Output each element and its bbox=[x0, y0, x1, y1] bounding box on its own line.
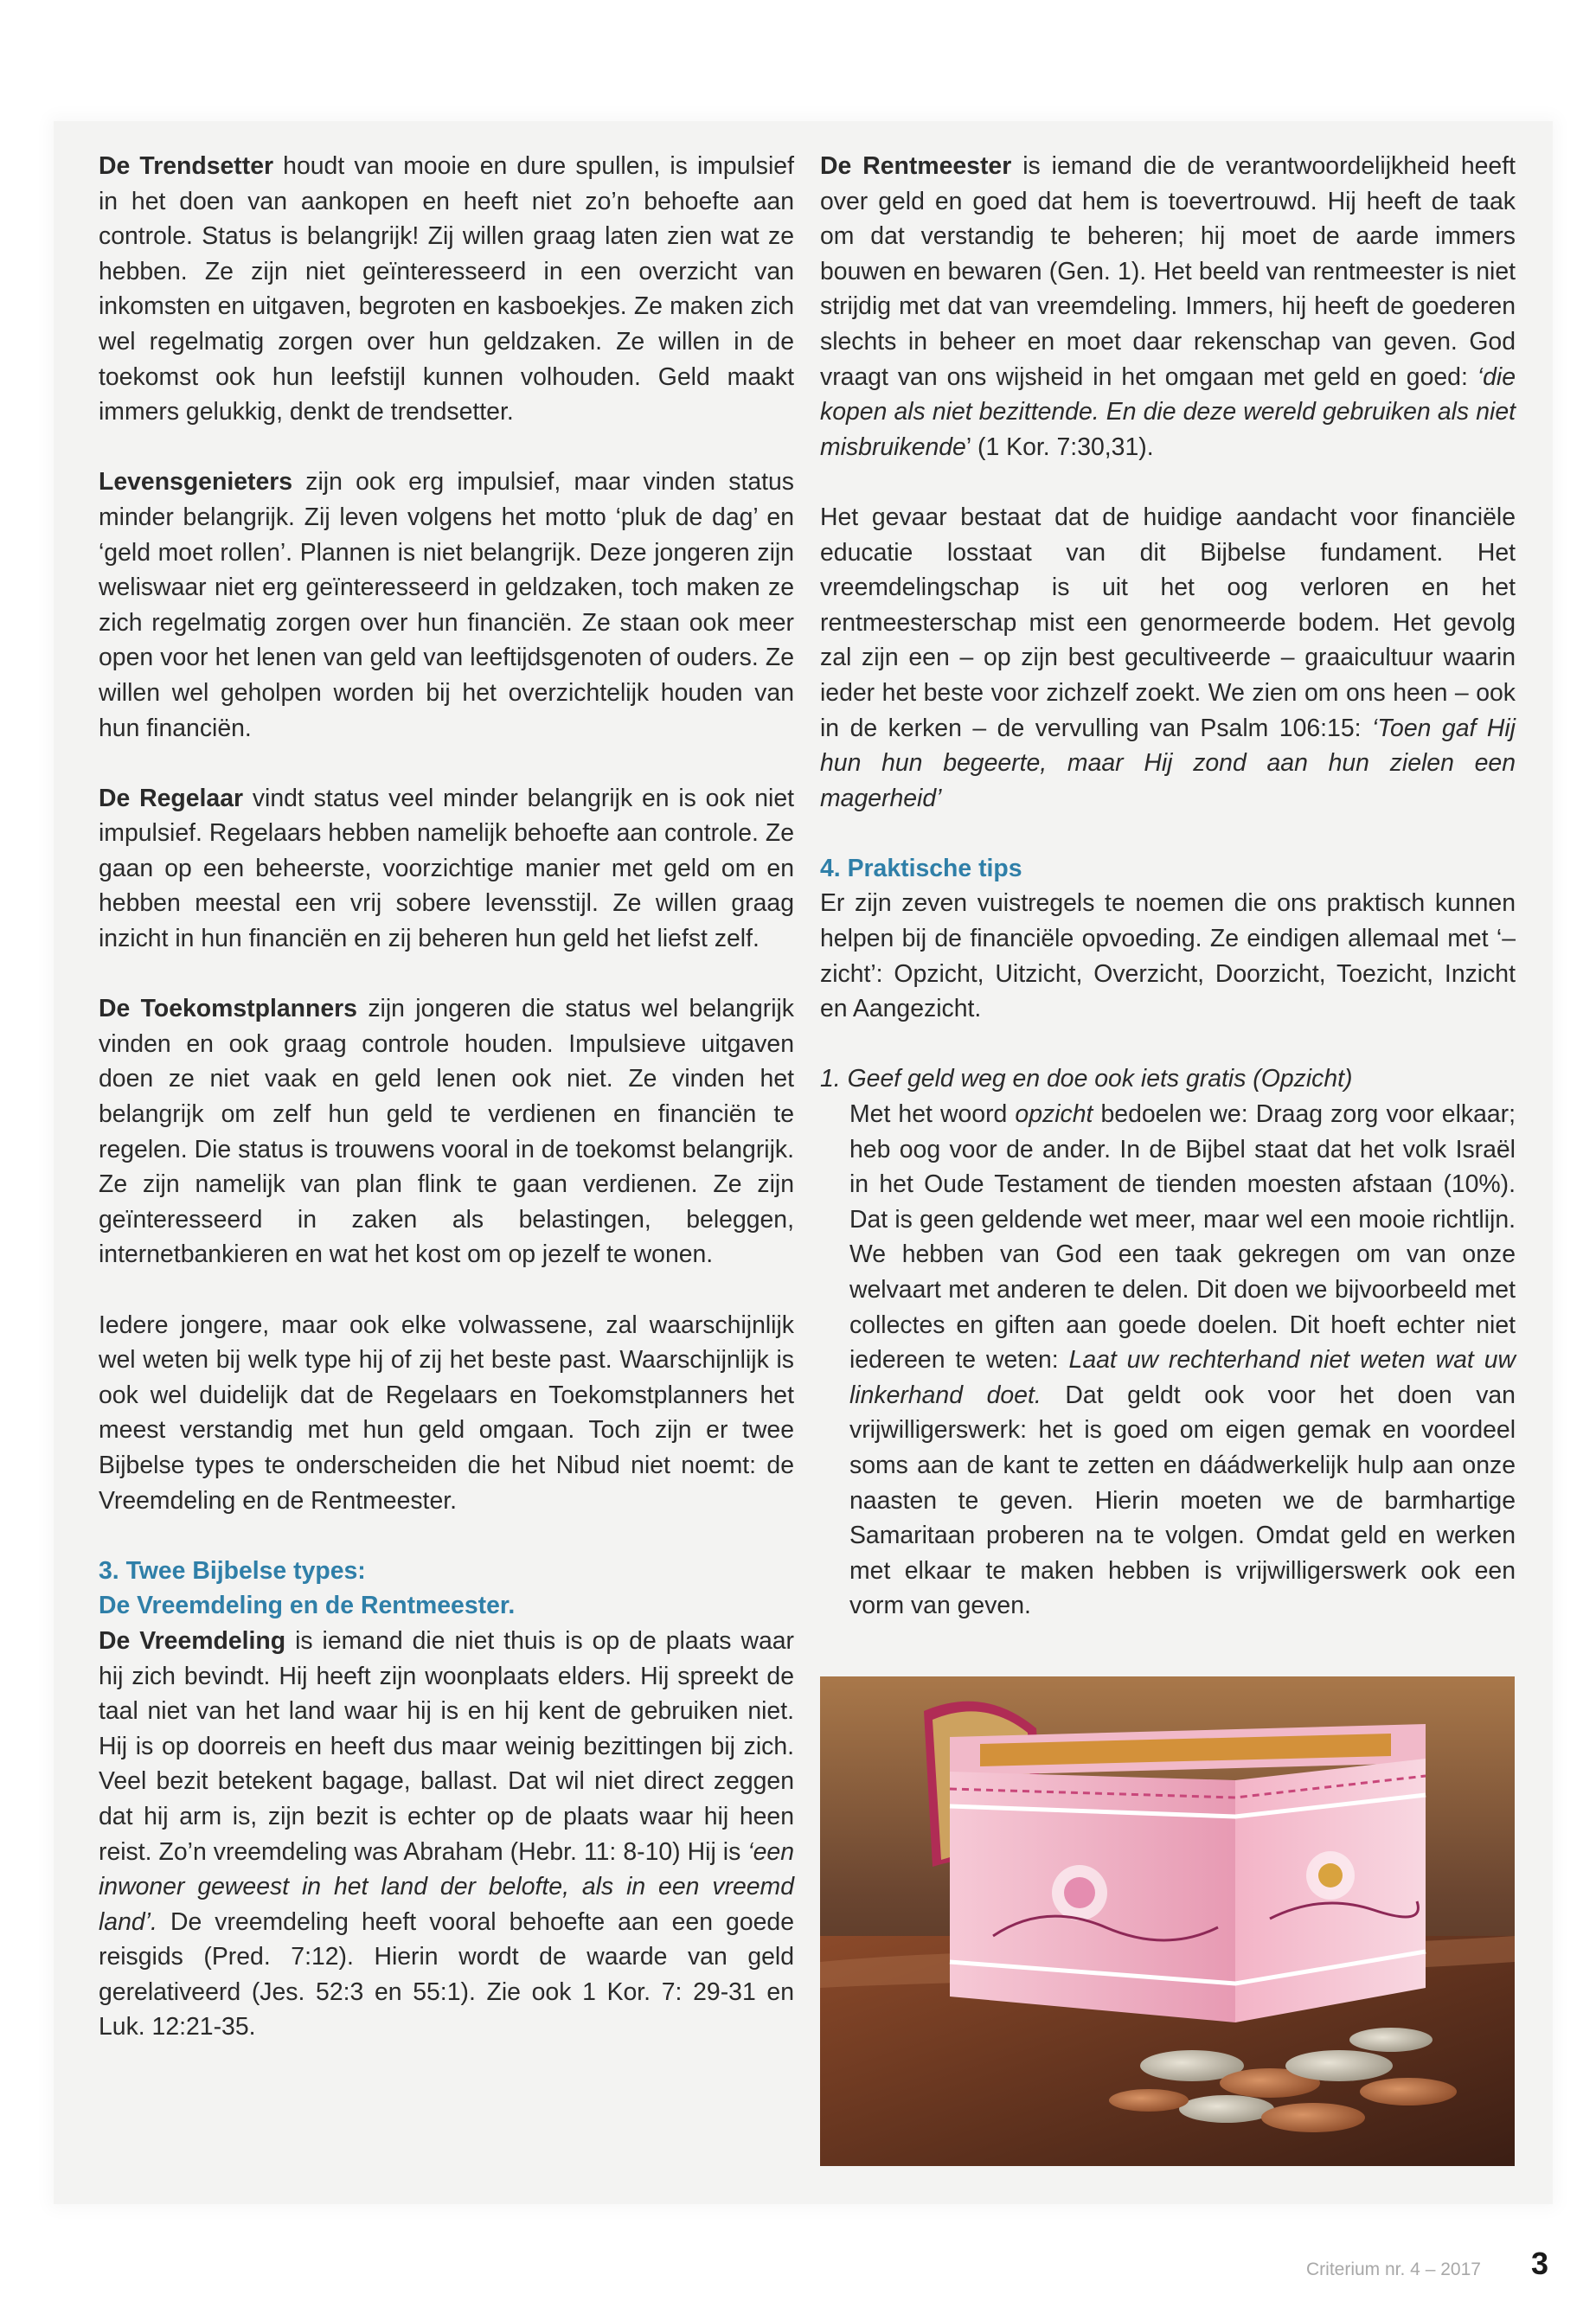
paragraph-rentmeester bbox=[820, 149, 1516, 465]
text-vreemdeling-1: is iemand die niet thuis is op de plaats waar hij zich bevindt. Hij heeft zijn woonplaats elders. Hij spreekt de taal niet van het land waar hij is en hij kent de gebruiken niet. Hij is op doorreis en heeft dus maar weinig bezittingen bij zich. Veel bezit betekent bagage, ballast. Dat wil niet direct zeggen dat hij arm is, zijn bezit is echter op de plaats waar hij heen reist. Zo’n vreemdeling was Abraham (Hebr. 11: 8-10) Hij is bbox=[99, 1626, 794, 1866]
paragraph-gevaar bbox=[820, 500, 1516, 816]
right-column bbox=[820, 149, 1516, 1624]
tip1-text-1: Met het woord bbox=[849, 1100, 1016, 1129]
term-trendsetter: De Trendsetter bbox=[99, 152, 274, 180]
text-regelaar: vindt status veel minder belangrijk en is ook niet impulsief. Regelaars hebben namelijk behoefte aan controle. Ze gaan op een beheerste, voorzichtige manier met geld om en hebben meestal een vrij sobere levensstijl. Ze willen graag inzicht in hun financiën en zij beheren hun geld het liefst zelf. bbox=[99, 784, 795, 953]
list-item-tip1 bbox=[820, 1061, 1516, 1624]
quote-rentmeester: ‘die kopen als niet bezittende. En die deze wereld gebruiken als niet misbruikende bbox=[820, 362, 1516, 461]
section4-title: 4. Praktische tips bbox=[820, 854, 1022, 882]
paragraph-regelaar bbox=[99, 781, 794, 957]
text-gevaar: Het gevaar bestaat dat de huidige aandacht voor financiële educatie losstaat van dit Bijbelse fundament. Het vreemdelingschap is uit het oog verloren en het rentmeesterschap mist een genormeerde bodem. Het gevolg zal zijn een – op zijn best gecultiveerde – graaicultuur waarin ieder het beste voor zichzelf zoekt. We zien om ons heen – ook in de kerken – de vervulling van Psalm 106:15: bbox=[820, 503, 1516, 742]
text-toekomstplanners: zijn jongeren die status wel belangrijk vinden en ook graag controle houden. Impulsieve uitgaven doen ze niet vaak en geld lenen ook niet. Ze vinden het belangrijk om zelf hun geld te verdienen en financiën te regelen. Die status is trouwens vooral in de toekomst belangrijk. Ze zijn namelijk van plan flink te gaan verdienen. Ze zijn geïnteresseerd in zaken als belastingen, beleggen, internetbankieren en wat het kost om op jezelf te wonen. bbox=[99, 995, 795, 1269]
text-rentmeester-2: ’ (1 Kor. 7:30,31). bbox=[965, 433, 1154, 461]
text-trendsetter: houdt van mooie en dure spullen, is impulsief in het doen van aankopen en heeft niet zo’n behoefte aan controle. Status is belangrijk! Zij willen graag laten zien wat ze hebben. Ze zijn niet geïnteresseerd in een overzicht van inkomsten en uitgaven, begroten en kasboekjes. Ze maken zich wel regelmatig zorgen over hun geldzaken. Ze willen in de toekomst ook hun leefstijl kunnen volhouden. Geld maakt immers gelukkig, denkt de trendsetter. bbox=[99, 152, 794, 426]
paragraph-tips-intro: Er zijn zeven vuistregels te noemen die ons praktisch kunnen helpen bij de financiële opvoeding. Ze eindigen allemaal met ‘–zicht’: Opzicht, Uitzicht, Overzicht, Doorzicht, Toezicht, Inzicht en Aangezicht. bbox=[820, 889, 1516, 1023]
money-box-photo bbox=[820, 1676, 1515, 2166]
term-rentmeester: De Rentmeester bbox=[820, 152, 1012, 180]
paragraph-iedere: Iedere jongere, maar ook elke volwassene, zal waarschijnlijk wel weten bij welk type hij of zij het beste past. Waarschijnlijk is ook wel duidelijk dat de Regelaars en Toekomstplanners het meest verstandig met hun geld omgaan. Toch zijn er twee Bijbelse types te onderscheiden die het Nibud niet noemt: de Vreemdeling en de Rentmeester. bbox=[99, 1311, 794, 1515]
tip1-title: 1. Geef geld weg en doe ook iets gratis (Opzicht) bbox=[820, 1065, 1353, 1093]
term-toekomstplanners: De Toekomstplanners bbox=[99, 995, 357, 1023]
tip1-quote: Laat uw rechterhand niet weten wat uw linkerhand doet. bbox=[849, 1346, 1516, 1409]
section3-subtitle: De Vreemdeling en de Rentmeester. bbox=[99, 1592, 516, 1620]
text-vreemdeling-2: De vreemdeling heeft vooral behoefte aan een goede reisgids (Pred. 7:12). Hierin wordt de waarde van geld gerelativeerd (Jes. 52:3 en 55:1). Zie ook 1 Kor. 7: 29-31 en Luk. 12:21-35. bbox=[99, 1907, 794, 2041]
paragraph-vreemdeling bbox=[99, 1624, 794, 2045]
magazine-footer: Criterium nr. 4 – 2017 bbox=[1306, 2259, 1481, 2279]
left-column bbox=[99, 149, 794, 2045]
term-levensgenieters: Levensgenieters bbox=[99, 468, 293, 497]
paragraph-trendsetter bbox=[99, 149, 794, 430]
paragraph-levensgenieters bbox=[99, 465, 794, 746]
quote-vreemdeling: ‘een inwoner geweest in het land der belofte, als in een vreemd land’. bbox=[99, 1837, 794, 1936]
term-vreemdeling: De Vreemdeling bbox=[99, 1626, 286, 1655]
section3-title: 3. Twee Bijbelse types: bbox=[99, 1556, 366, 1585]
tip1-text-3: Dat geldt ook voor het doen van vrijwilligerswerk: het is goed om eigen gemak en voordeel soms aan de kant te zetten en dáádwerkelijk hulp aan onze naasten te geven. Hierin moeten we de barmhartige Samaritaan proberen na te volgen. Omdat geld en werken met elkaar te maken hebben is vrijwilligerswerk ook een vorm van geven. bbox=[849, 1381, 1516, 1620]
tip1-text-2: bedoelen we: Draag zorg voor elkaar; heb oog voor de ander. In de Bijbel staat dat het volk Israël in het Oude Testament de tienden moesten afstaan (10%). Dat is geen geldende wet meer, maar wel een mooie richtlijn. We hebben van God een taak gekregen om van onze welvaart met anderen te delen. Dit doen we bijvoorbeeld met collectes en giften aan goede doelen. Dit hoeft echter niet iedereen te weten: bbox=[849, 1100, 1516, 1375]
text-rentmeester-1: is iemand die de verantwoordelijkheid heeft over geld en goed dat hem is toevertrouwd. Hij heeft de taak om dat verstandig te beheren; hij moet de aarde immers bouwen en bewaren (Gen. 1). Het beeld van rentmeester is niet strijdig met dat van vreemdeling. Immers, hij heeft de goederen slechts in beheer en moet daar rekenschap van geven. God vraagt van ons wijsheid in het omgaan met geld en goed: bbox=[820, 152, 1516, 391]
tip1-word: opzicht bbox=[1015, 1100, 1093, 1129]
page-number: 3 bbox=[1531, 2246, 1549, 2281]
pink-money-box-icon bbox=[820, 1676, 1515, 2166]
quote-psalm: ‘Toen gaf Hij hun hun begeerte, maar Hij zond aan hun zielen een magerheid’ bbox=[820, 714, 1516, 812]
text-levensgenieters: zijn ook erg impulsief, maar vinden status minder belangrijk. Zij leven volgens het motto ‘pluk de dag’ en ‘geld moet rollen’. Plannen is niet belangrijk. Deze jongeren zijn weliswaar niet erg geïnteresseerd in geldzaken, toch maken ze zich regelmatig zorgen over hun financiën. Ze staan ook meer open voor het lenen van geld van leeftijdsgenoten of ouders. Ze willen wel geholpen worden bij het overzichtelijk houden van hun financiën. bbox=[99, 468, 794, 742]
term-regelaar: De Regelaar bbox=[99, 784, 244, 812]
paragraph-toekomstplanners bbox=[99, 991, 794, 1272]
